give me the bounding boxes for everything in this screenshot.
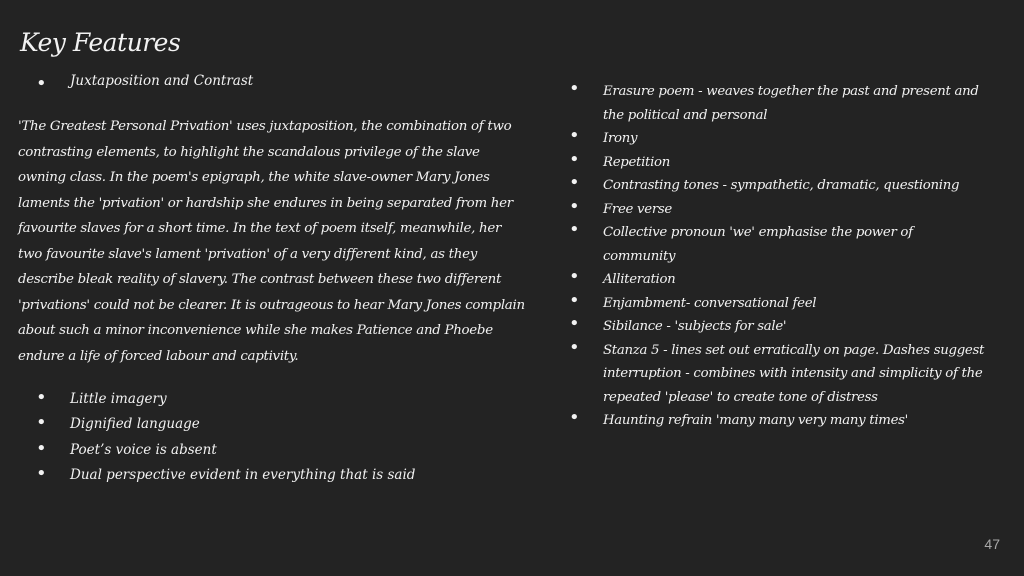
page-number: 47 (984, 536, 1000, 552)
list-item (36, 412, 490, 437)
intro-bullet-list (36, 73, 470, 94)
list-item (569, 195, 988, 222)
slide-title: Key Features (20, 28, 181, 57)
bullet-text: Sibilance - 'subjects for sale' (603, 319, 787, 334)
left-bullet-list (36, 387, 490, 489)
bullet-icon: • (569, 289, 580, 311)
bullet-icon: • (569, 195, 580, 217)
list-item (569, 78, 988, 127)
list-item (569, 148, 988, 175)
bullet-icon: • (36, 437, 47, 459)
bullet-icon: • (569, 336, 580, 358)
list-item (569, 336, 988, 410)
bullet-text: Enjambment- conversational feel (603, 295, 817, 311)
bullet-icon: • (569, 148, 580, 170)
bullet-icon: • (36, 463, 47, 485)
list-item (569, 289, 988, 316)
bullet-icon: • (569, 266, 580, 287)
bullet-text: Dignified language (70, 416, 200, 433)
bullet-text: Collective pronoun 'we' emphasise the power of community (603, 225, 913, 264)
bullet-text: Contrasting tones - sympathetic, dramatic, questioning (603, 178, 960, 193)
list-item (569, 266, 988, 292)
bullet-icon: • (569, 313, 580, 334)
list-item (36, 437, 490, 463)
bullet-text: Repetition (603, 154, 671, 170)
right-bullet-list (569, 78, 988, 433)
bullet-icon: • (36, 412, 47, 434)
list-item (569, 125, 988, 151)
list-item (569, 219, 988, 268)
bullet-icon: • (569, 172, 580, 193)
list-item (36, 73, 470, 94)
bullet-text: Stanza 5 - lines set out erratically on page. Dashes suggest interruption - combines with intensity and simplicity of the repeated 'please' to create tone of distress (603, 342, 985, 405)
bullet-icon: • (569, 219, 580, 240)
bullet-icon: • (36, 387, 47, 408)
bullet-text: Haunting refrain 'many many very many times' (603, 413, 909, 428)
bullet-text: Juxtaposition and Contrast (70, 73, 254, 89)
list-item (36, 463, 490, 488)
bullet-text: Alliteration (603, 272, 676, 287)
bullet-text: Dual perspective evident in everything that is said (70, 467, 416, 484)
list-item (569, 172, 988, 198)
list-item (569, 407, 988, 433)
list-item (36, 387, 490, 412)
bullet-text: Free verse (603, 201, 672, 217)
body-paragraph: 'The Greatest Personal Privation' uses juxtaposition, the combination of two contrasting elements, to highlight the scandalous privilege of the slave owning class. In the poem's epigraph, the white slave-owner Mary Jones laments the 'privation' or hardship she endures in being separated from her favourite slaves for a short time. In the text of poem itself, meanwhile, her two favourite slave's lament 'privation' of a very different kind, as they describe bleak reality of slavery. The contrast between these two different 'privations' could not be clearer. It is outrageous to hear Mary Jones complain about such a minor inconvenience while she makes Patience and Phoebe endure a life of forced labour and captivity. (18, 119, 525, 364)
bullet-icon: • (36, 73, 47, 94)
bullet-text: Erasure poem - weaves together the past and present and the political and personal (603, 84, 979, 123)
bullet-text: Poet’s voice is absent (70, 441, 217, 458)
bullet-icon: • (569, 78, 580, 99)
list-item (569, 313, 988, 339)
bullet-icon: • (569, 125, 580, 146)
bullet-text: Irony (603, 131, 638, 146)
bullet-text: Little imagery (70, 391, 167, 407)
bullet-icon: • (569, 407, 580, 428)
